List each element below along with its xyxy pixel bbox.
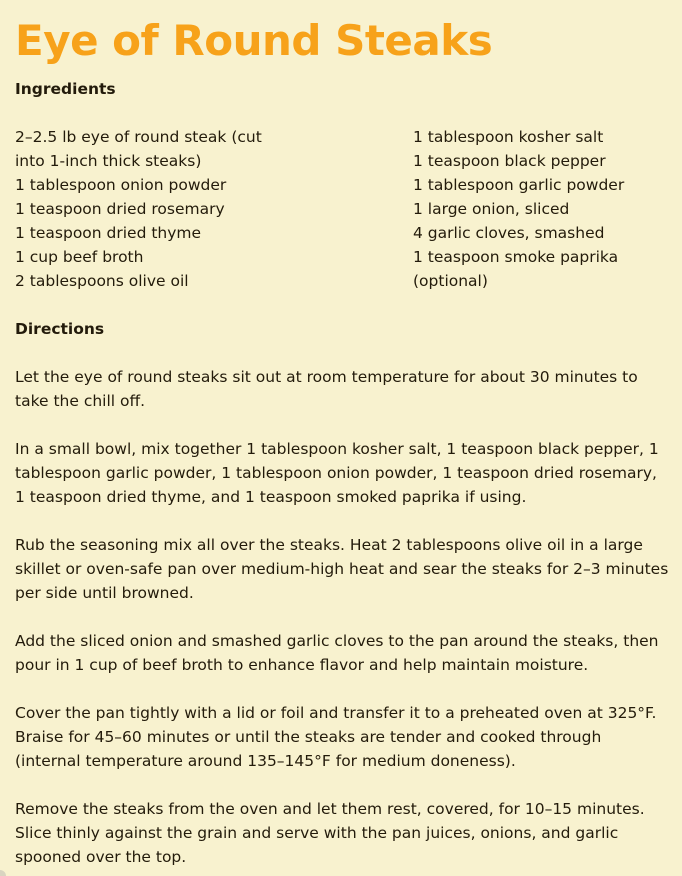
ingredient-item: 4 garlic cloves, smashed (413, 224, 605, 242)
direction-step: In a small bowl, mix together 1 tablespoon kosher salt, 1 teaspoon black pepper, 1 tablespoon garlic powder, 1 tablespoon onion powder, 1 teaspoon dried rosemary, 1 teaspoon dried thyme, and 1 teaspoon smoked paprika if using. (15, 440, 659, 506)
ingredients-list (15, 125, 672, 293)
ingredient-item: 1 teaspoon dried thyme (15, 224, 202, 242)
recipe-title: Eye of Round Steaks (15, 16, 493, 65)
direction-step: Rub the seasoning mix all over the steaks. Heat 2 tablespoons olive oil in a large skillet or oven-safe pan over medium-high heat and sear the steaks for 2–3 minutes per side until browned. (15, 536, 669, 602)
direction-step: Remove the steaks from the oven and let them rest, covered, for 10–15 minutes. Slice thinly against the grain and serve with the pan juices, onions, and garlic spooned over the top. (15, 800, 645, 866)
ingredient-item: 2–2.5 lb eye of round steak (cut into 1-inch thick steaks) (15, 128, 262, 170)
direction-step: Add the sliced onion and smashed garlic cloves to the pan around the steaks, then pour in 1 cup of beef broth to enhance flavor and help maintain moisture. (15, 632, 659, 674)
directions-heading: Directions (15, 320, 105, 338)
ingredient-item: 2 tablespoons olive oil (15, 272, 189, 290)
direction-step: Cover the pan tightly with a lid or foil and transfer it to a preheated oven at 325°F. Braise for 45–60 minutes or until the steaks are tender and cooked through (internal temperature around 135–145°F for medium doneness). (15, 704, 657, 770)
corner-mark (0, 870, 6, 876)
ingredients-column-right (413, 125, 663, 293)
directions-list (15, 365, 672, 869)
ingredient-item: 1 teaspoon black pepper (413, 152, 606, 170)
ingredient-item: 1 tablespoon garlic powder (413, 176, 625, 194)
ingredient-item: 1 tablespoon kosher salt (413, 128, 604, 146)
ingredients-column-left (15, 125, 280, 293)
direction-step: Let the eye of round steaks sit out at room temperature for about 30 minutes to take the chill off. (15, 368, 638, 410)
ingredient-item: 1 cup beef broth (15, 248, 144, 266)
ingredient-item: 1 tablespoon onion powder (15, 176, 227, 194)
ingredients-heading: Ingredients (15, 80, 116, 98)
ingredient-item: 1 teaspoon dried rosemary (15, 200, 225, 218)
ingredient-item: 1 teaspoon smoke paprika (optional) (413, 248, 619, 290)
ingredient-item: 1 large onion, sliced (413, 200, 570, 218)
